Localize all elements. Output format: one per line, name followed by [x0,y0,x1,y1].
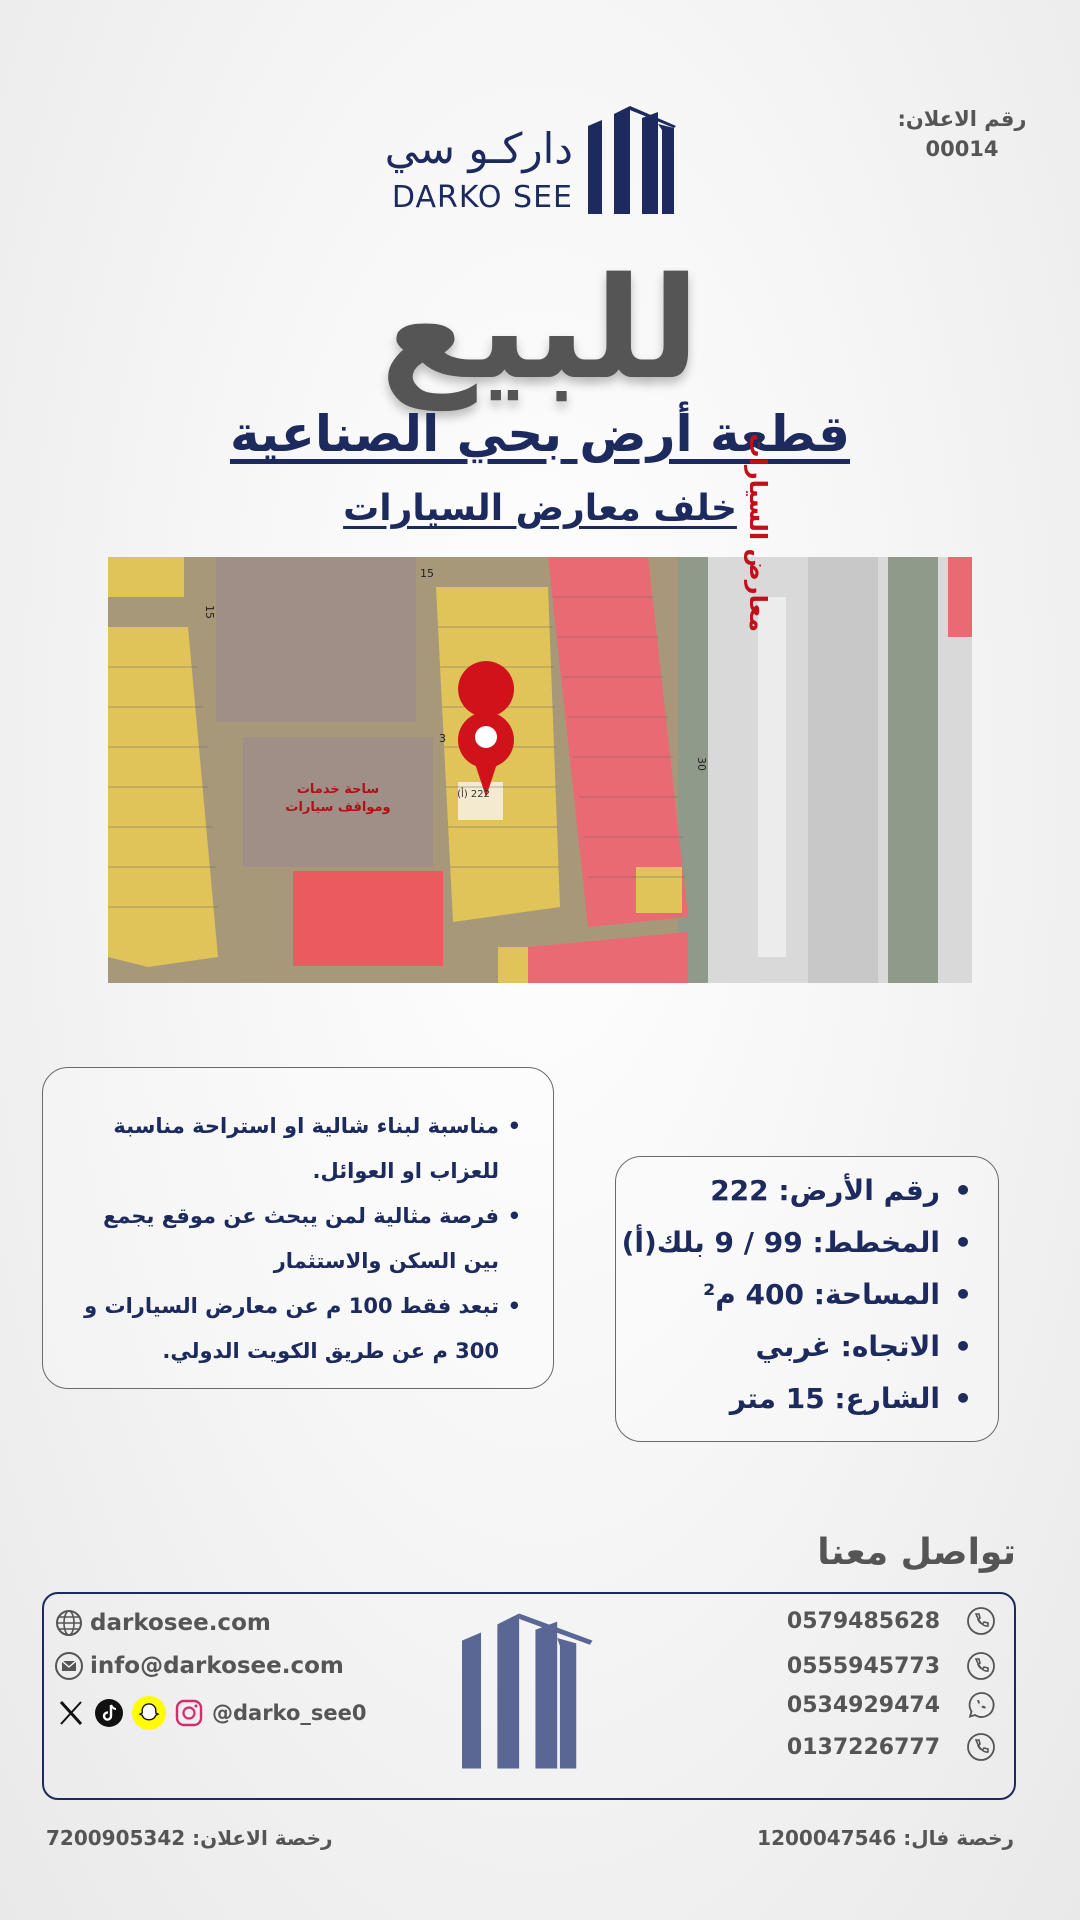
street-30-label: 30 [695,757,708,771]
logo-english-text: DARKO SEE [391,180,573,215]
for-sale-title: للبيع [380,248,700,411]
snapchat-icon[interactable] [132,1696,166,1730]
spec-area: • المساحة: 400 م² [626,1269,976,1321]
phone-number[interactable]: 0555945773 [786,1653,940,1679]
phone-icon [966,1732,996,1762]
email-row[interactable] [54,1651,344,1681]
contact-box [42,1592,1016,1800]
street-3-label: 3 [439,732,446,745]
phone-icon [966,1651,996,1681]
spec-plot-number: • رقم الأرض: 222 [626,1165,976,1217]
phone-icon [966,1606,996,1636]
fal-license: رخصة فال: 1200047546 [757,1826,1014,1850]
globe-icon [54,1608,84,1638]
street-15-label: 15 [203,605,216,619]
listing-subheadline: خلف معارض السيارات [343,488,737,529]
website-link[interactable]: darkosee.com [90,1610,271,1636]
logo-arabic-text: داركـو سي [384,124,573,173]
phone-number[interactable]: 0534929474 [786,1692,940,1718]
features-box [42,1067,554,1389]
feature-item: • فرصة مثالية لمن يبحث عن موقع يجمع بين السكن والاستثمار [71,1194,521,1284]
mail-icon [54,1651,84,1681]
services-label-1: ساحة خدمات [296,782,380,797]
logo-buildings-icon [462,1608,598,1774]
phone-row-2[interactable] [787,1651,996,1681]
x-twitter-icon[interactable] [56,1698,86,1728]
logo-buildings-icon [588,104,688,219]
phone-row-4[interactable] [787,1732,996,1762]
contact-title: تواصل معنا [817,1532,1016,1573]
features-list [43,1068,553,1374]
tiktok-icon[interactable] [94,1698,124,1728]
email-link[interactable]: info@darkosee.com [90,1653,344,1679]
social-row[interactable] [56,1696,367,1730]
feature-item: • مناسبة لبناء شالية او استراحة مناسبة للعزاب او العوائل. [71,1104,521,1194]
services-label-2: ومواقف سيارات [285,800,391,815]
listing-headline: قطعة أرض بحي الصناعية [229,405,851,463]
phone-number[interactable]: 0579485628 [786,1608,940,1634]
instagram-icon[interactable] [174,1698,204,1728]
ad-license: رخصة الاعلان: 7200905342 [46,1826,333,1850]
showrooms-label: معارض السيارات [744,433,772,632]
ad-number-label: رقم الاعلان: [897,107,1027,131]
spec-street: • الشارع: 15 متر [626,1373,976,1425]
specs-box [615,1156,999,1442]
ad-number-value: 00014 [925,137,999,161]
social-handle[interactable]: @darko_see0 [212,1701,367,1725]
phone-row-3[interactable] [787,1690,996,1720]
website-row[interactable] [54,1608,271,1638]
feature-item: • تبعد فقط 100 م عن معارض السيارات و 300 م عن طريق الكويت الدولي. [71,1284,521,1374]
whatsapp-icon [966,1690,996,1720]
ad-number-block [892,104,1032,164]
specs-list [616,1157,998,1425]
street-15b-label: 15 [420,567,434,580]
company-logo [384,104,688,224]
spec-scheme: • المخطط: 99 / 9 بلك(أ) [626,1217,976,1269]
plot-label: 222 (أ) [457,789,490,800]
spec-direction: • الاتجاه: غربي [626,1321,976,1373]
phone-number[interactable]: 0137226777 [786,1734,940,1760]
phone-row-1[interactable] [787,1606,996,1636]
